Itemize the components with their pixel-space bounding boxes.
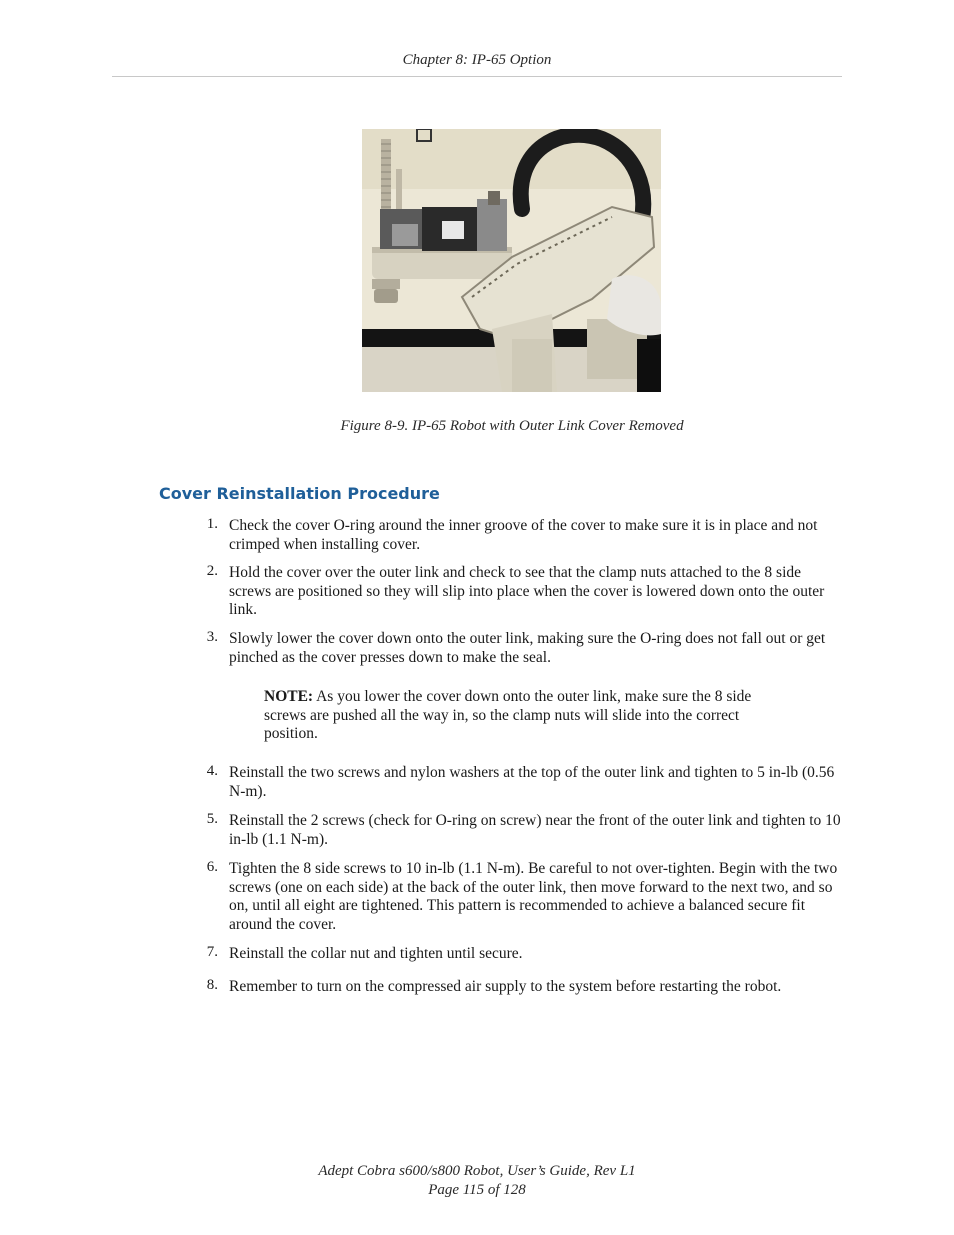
list-item [200,978,845,997]
step-text: Check the cover O-ring around the inner groove of the cover to make sure it is in place and not crimped when installing cover. [229,517,818,553]
step-number: 8. [206,977,218,993]
step-text: Slowly lower the cover down onto the outer link, making sure the O-ring does not fall out or get pinched as the cover presses down to make the seal. [229,630,826,666]
step-number: 3. [206,629,218,645]
step-number: 1. [206,516,218,532]
step-text: Reinstall the collar nut and tighten until secure. [229,945,523,962]
list-item [200,764,845,801]
step-text: Tighten the 8 side screws to 10 in-lb (1.1 N-m). Be careful to not over-tighten. Begin with the two screws (one on each side) at the back of the outer link, then move forward to the next two, and so on, until all eight are tightened. This pattern is recommended to achieve a balanced secure fit around the cover. [229,860,838,933]
step-text: Remember to turn on the compressed air supply to the system before restarting the robot. [229,978,782,995]
list-item [200,517,845,554]
header-divider [112,76,842,77]
footer-title: Adept Cobra s600/s800 Robot, User’s Guide, Rev L1 [318,1163,636,1179]
robot-photo [362,129,661,392]
list-item [200,630,845,667]
step-number: 2. [206,563,218,579]
figure-caption: Figure 8-9. IP-65 Robot with Outer Link Cover Removed [340,418,684,434]
note-label: NOTE: [264,688,314,705]
list-item [200,564,845,620]
step-number: 6. [206,859,218,875]
list-item [200,945,845,964]
page-number: Page 115 of 128 [428,1182,526,1198]
step-text: Reinstall the 2 screws (check for O-ring on screw) near the front of the outer link and tighten to 10 in-lb (1.1 N-m). [229,812,841,848]
list-item [200,812,845,849]
step-number: 5. [206,811,218,827]
note-callout [264,688,794,744]
section-heading: Cover Reinstallation Procedure [159,484,440,503]
page-header: Chapter 8: IP-65 Option [402,52,552,68]
step-number: 7. [206,944,218,960]
step-text: Reinstall the two screws and nylon washers at the top of the outer link and tighten to 5 in-lb (0.56 N-m). [229,764,835,800]
step-number: 4. [206,763,218,779]
step-text: Hold the cover over the outer link and check to see that the clamp nuts attached to the 8 side screws are positioned so they will slip into place when the cover is lowered down onto the outer link. [229,564,825,619]
note-text: As you lower the cover down onto the outer link, make sure the 8 side screws are pushed all the way in, so the clamp nuts will slide into the correct position. [264,688,752,743]
list-item [200,860,845,934]
